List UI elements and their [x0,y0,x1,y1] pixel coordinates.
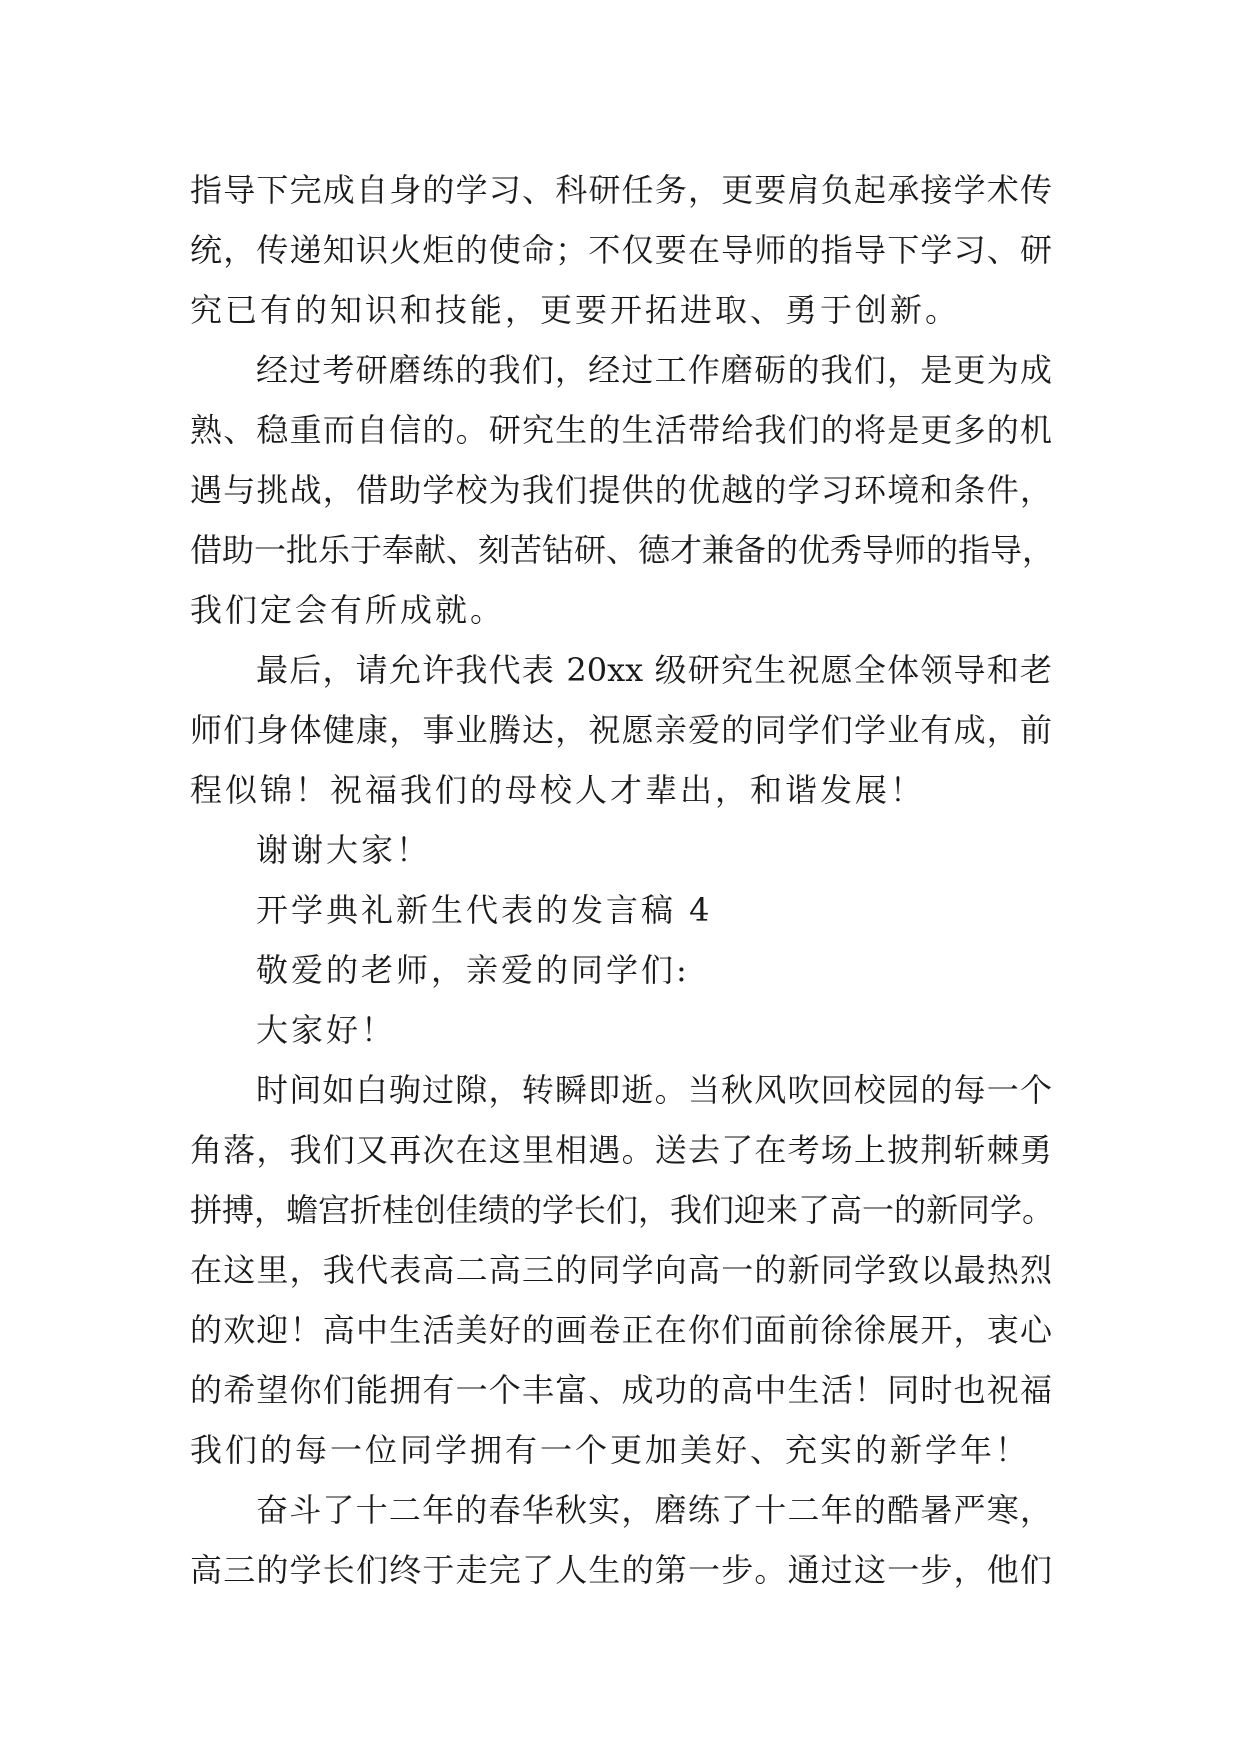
text-line [190,1540,1052,1600]
text-line-content: 指导下完成自身的学习、科研任务，更要肩负起承接学术传 [190,171,1052,209]
text-line-content: 的欢迎！高中生活美好的画卷正在你们面前徐徐展开，衷心 [190,1311,1052,1349]
text-line [190,520,1055,580]
text-line-content: 最后，请允许我代表 20xx 级研究生祝愿全体领导和老 [256,651,1052,689]
text-line [190,580,1052,640]
paragraph-first-line [190,1060,1052,1120]
text-line-content: 敬爱的老师，亲爱的同学们: [256,951,690,989]
text-line-content: 究已有的知识和技能，更要开拓进取、勇于创新。 [190,291,961,329]
text-line-content: 统，传递知识火炬的使命；不仅要在导师的指导下学习、研 [190,231,1052,269]
text-line-content: 我们的每一位同学拥有一个更加美好、充实的新学年！ [190,1431,1031,1469]
text-line-content: 大家好！ [256,1011,397,1049]
text-line-content: 遇与挑战，借助学校为我们提供的优越的学习环境和条件， [190,471,1052,509]
text-line-content: 在这里，我代表高二高三的同学向高一的新同学致以最热烈 [190,1251,1052,1289]
text-line [190,1180,1055,1240]
section-title [190,880,1052,940]
text-line [190,1360,1052,1420]
text-line-content: 的希望你们能拥有一个丰富、成功的高中生活！同时也祝福 [190,1371,1052,1409]
greeting [190,1000,1052,1060]
document-page [190,160,1055,1600]
text-line [190,160,1052,220]
paragraph-first-line [190,340,1052,400]
text-line [190,1120,1052,1180]
text-line-content: 高三的学长们终于走完了人生的第一步。通过这一步，他们 [190,1551,1052,1589]
text-line-content: 我们定会有所成就。 [190,591,506,629]
text-line [190,460,1052,520]
text-line [190,1300,1052,1360]
text-line-content: 程似锦！祝福我们的母校人才辈出，和谐发展！ [190,771,926,809]
paragraph-first-line [190,1480,1052,1540]
text-line-content: 谢谢大家！ [256,831,432,869]
salutation [190,940,1052,1000]
text-line-content: 经过考研磨练的我们，经过工作磨砺的我们，是更为成 [256,351,1052,389]
text-line [190,700,1052,760]
text-line-content: 奋斗了十二年的春华秋实，磨练了十二年的酷暑严寒， [256,1491,1052,1529]
text-line-content: 拼搏，蟾宫折桂创佳绩的学长们，我们迎来了高一的新同学。 [190,1191,1055,1229]
paragraph-first-line [190,640,1052,700]
closing-line [190,820,1052,880]
text-line-content: 开学典礼新生代表的发言稿 4 [256,891,713,929]
text-line-content: 时间如白驹过隙，转瞬即逝。当秋风吹回校园的每一个 [256,1071,1052,1109]
text-line [190,760,1052,820]
text-line-content: 角落，我们又再次在这里相遇。送去了在考场上披荆斩棘勇 [190,1131,1052,1169]
text-line-content: 借助一批乐于奉献、刻苦钻研、德才兼备的优秀导师的指导， [190,531,1055,569]
text-line [190,1420,1052,1480]
text-line [190,1240,1052,1300]
text-line [190,400,1052,460]
text-line-content: 熟、稳重而自信的。研究生的生活带给我们的将是更多的机 [190,411,1052,449]
text-line-content: 师们身体健康，事业腾达，祝愿亲爱的同学们学业有成，前 [190,711,1052,749]
text-line [190,280,1052,340]
text-line [190,220,1052,280]
